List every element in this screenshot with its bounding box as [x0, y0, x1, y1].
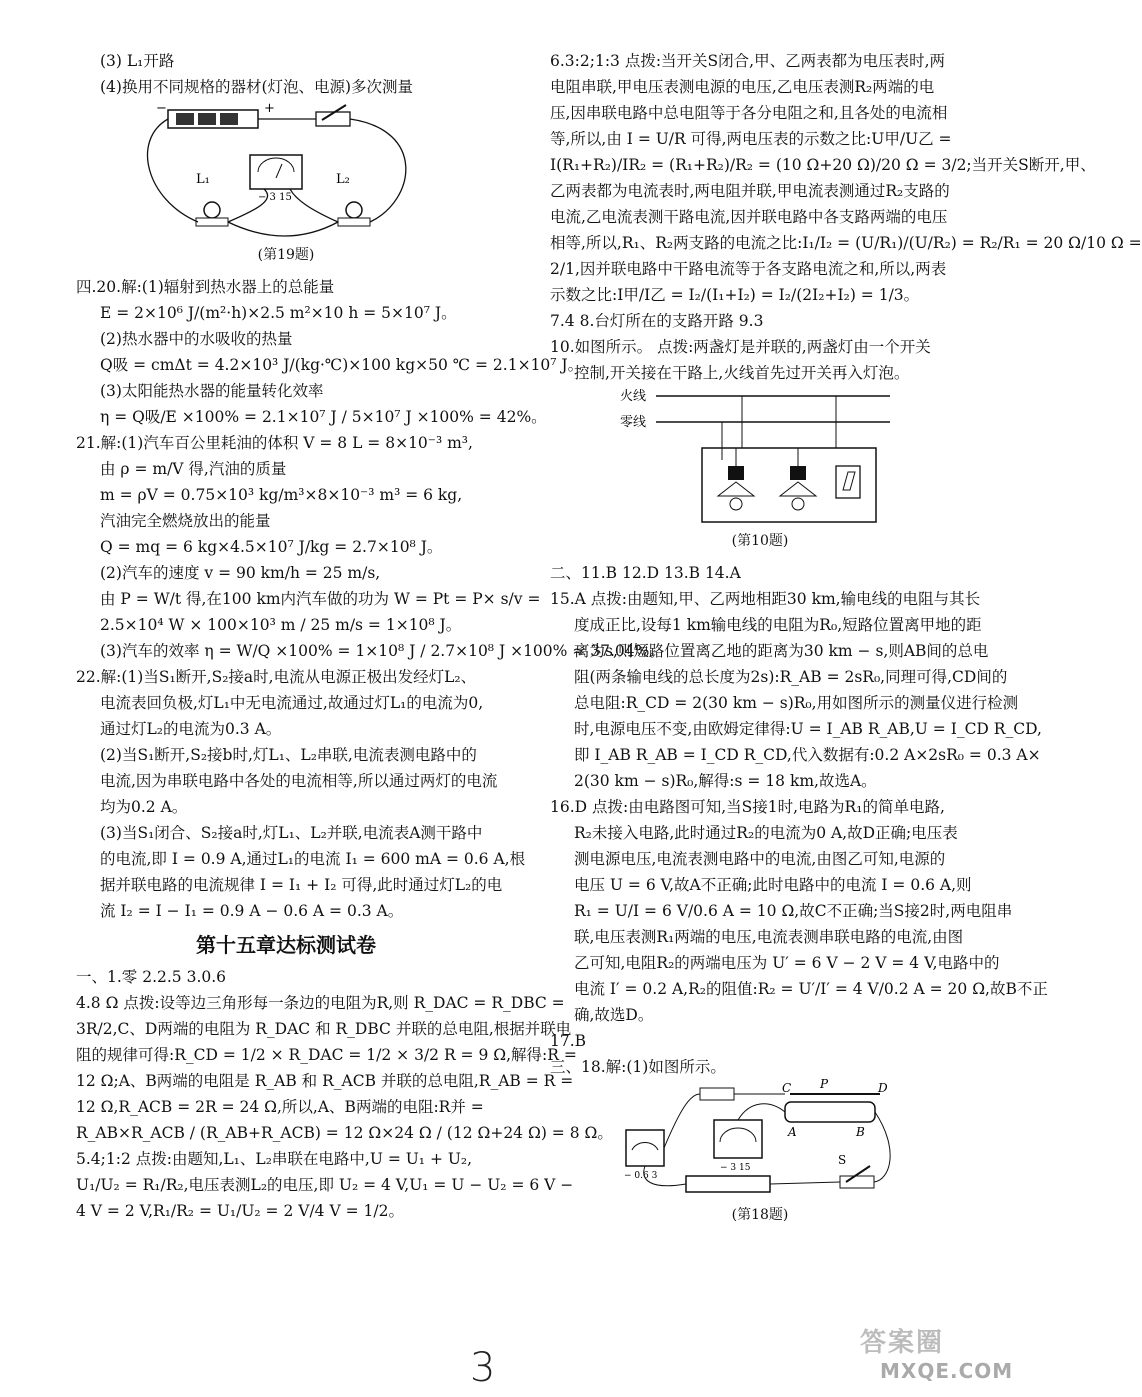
fig18-p: P: [820, 1077, 829, 1091]
fig18-s: S: [838, 1153, 847, 1167]
q15-line-3: 离为s,则短路位置离乙地的距离为30 km − s,则AB间的总电: [574, 642, 989, 660]
q11-14-answers: 二、11.B 12.D 13.B 14.A: [550, 564, 741, 582]
q21-line-8: 2.5×10⁴ W × 100×10³ m / 25 m/s = 1×10⁸ J。: [100, 616, 462, 634]
q6-line-9: 2/1,因并联电路中干路电流等于各支路电流之和,所以,两表: [550, 260, 947, 278]
q16-line-6: 联,电压表测R₁两端的电压,电流表测串联电路的电流,由图: [574, 928, 964, 946]
q21-line-7: 由 P = W/t 得,在100 km内汽车做的功为 W = Pt = P× s/v =: [100, 590, 541, 608]
ammeter-icon: [626, 1130, 664, 1166]
battery-icon: [686, 1176, 770, 1192]
q19-item-3: (3) L₁开路: [100, 52, 175, 70]
q20-line-3: (2)热水器中的水吸收的热量: [100, 330, 293, 348]
fig10-neutral-label: 零线: [620, 415, 647, 430]
q22-line-6: 均为0.2 A。: [100, 798, 188, 816]
q1-3-answers: 一、1.零 2.2.5 3.0.6: [76, 968, 227, 986]
fig18-scale2: − 3 15: [720, 1163, 751, 1173]
q22-line-7: (3)当S₁闭合、S₂接a时,灯L₁、L₂并联,电流表A测干路中: [100, 824, 483, 842]
watermark: [860, 1322, 1014, 1392]
q22-line-8: 的电流,即 I = 0.9 A,通过L₁的电流 I₁ = 600 mA = 0.6 A,根: [100, 850, 526, 868]
q4-line-2: 3R/2,C、D两端的电阻为 R_DAC 和 R_DBC 并联的总电阻,根据并联电: [76, 1020, 572, 1038]
figure-10-wiring: [610, 386, 910, 526]
q6-line-10: 示数之比:I甲/I乙 = I₂/(I₁+I₂) = I₂/(2I₂+I₂) = 1/3。: [550, 286, 920, 304]
q15-line-8: 2(30 km − s)R₀,解得:s = 18 km,故选A。: [574, 772, 877, 790]
q4-line-3: 阻的规律可得:R_CD = 1/2 × R_DAC = 1/2 × 3/2 R = 9 Ω,解得:R =: [76, 1046, 577, 1064]
bulb-l2-icon: [346, 202, 362, 218]
q10-line-1: 10.如图所示。 点拨:两盏灯是并联的,两盏灯由一个开关: [550, 338, 931, 356]
q4-line-5: 12 Ω,R_ACB = 2R = 24 Ω,所以,A、B两端的电阻:R并 =: [76, 1098, 484, 1116]
q22-line-1: 22.解:(1)当S₁断开,S₂接a时,电流从电源正极出发经灯L₂、: [76, 668, 477, 686]
q6-line-1: 6.3:2;1:3 点拨:当开关S闭合,甲、乙两表都为电压表时,两: [550, 52, 946, 70]
fig18-c: C: [782, 1081, 792, 1095]
q17-answer: 17.B: [550, 1032, 587, 1050]
q10-line-2: 控制,开关接在干路上,火线首先过开关再入灯泡。: [574, 364, 910, 382]
watermark-bottom: MXQE.COM: [880, 1359, 1014, 1383]
bulb-l1-icon: [204, 202, 220, 218]
q5-line-1: 5.4;1:2 点拨:由题知,L₁、L₂串联在电路中,U = U₁ + U₂,: [76, 1150, 473, 1168]
q21-line-5: Q = mq = 6 kg×4.5×10⁷ J/kg = 2.7×10⁸ J。: [100, 538, 443, 556]
q4-line-4: 12 Ω;A、B两端的电阻是 R_AB 和 R_ACB 并联的总电阻,R_AB = R =: [76, 1072, 574, 1090]
q15-line-7: 即 I_AB R_AB = I_CD R_CD,代入数据有:0.2 A×2sR₀ = 0.3 A×: [574, 746, 1041, 764]
q21-line-3: m = ρV = 0.75×10³ kg/m³×8×10⁻³ m³ = 6 kg,: [100, 486, 463, 504]
fig19-l1: L₁: [196, 172, 210, 187]
q20-line-4: Q吸 = cmΔt = 4.2×10³ J/(kg·℃)×100 kg×50 ℃ = 2.1×10⁷ J。: [100, 356, 584, 374]
q6-line-4: 等,所以,由 I = U/R 可得,两电压表的示数之比:U甲/U乙 =: [550, 130, 952, 148]
chapter-title: 第十五章达标测试卷: [196, 933, 376, 957]
q20-line-1: 四.20.解:(1)辐射到热水器上的总能量: [76, 278, 335, 296]
lamp-2-holder: [790, 466, 806, 480]
q21-line-9: (3)汽车的效率 η = W/Q ×100% = 1×10⁸ J / 2.7×10⁸ J ×100% ≈ 37.04%。: [100, 642, 665, 660]
voltmeter-icon: [250, 155, 302, 189]
fig18-caption: (第18题): [731, 1207, 789, 1223]
lamp-1-holder: [728, 466, 744, 480]
q6-line-3: 压,因串联电路中总电阻等于各分电阻之和,且各处的电流相: [550, 104, 948, 122]
fig19-l2: L₂: [336, 172, 350, 187]
q16-line-7: 乙可知,电阻R₂的两端电压为 U′ = 6 V − 2 V = 4 V,电路中的: [574, 954, 1000, 972]
q15-line-4: 阻(两条输电线的总长度为2s):R_AB = 2sR₀,同理可得,CD间的: [574, 668, 1008, 686]
fig10-caption: (第10题): [731, 533, 789, 549]
q21-line-6: (2)汽车的速度 v = 90 km/h = 25 m/s,: [100, 564, 381, 582]
voltmeter-icon: [714, 1120, 762, 1158]
q15-line-5: 总电阻:R_CD = 2(30 km − s)R₀,用如图所示的测量仪进行检测: [574, 694, 1019, 712]
q16-line-5: R₁ = U/I = 6 V/0.6 A = 10 Ω,故C不正确;当S接2时,两电阻串: [574, 902, 1013, 920]
q7-9-answers: 7.4 8.台灯所在的支路开路 9.3: [550, 312, 764, 330]
q16-line-2: R₂未接入电路,此时通过R₂的电流为0 A,故D正确;电压表: [574, 824, 958, 842]
q21-line-4: 汽油完全燃烧放出的能量: [100, 512, 271, 530]
q21-line-1: 21.解:(1)汽车百公里耗油的体积 V = 8 L = 8×10⁻³ m³,: [76, 434, 473, 452]
q22-line-3: 通过灯L₂的电流为0.3 A。: [100, 720, 282, 738]
q18-line-1: 三、18.解:(1)如图所示。: [550, 1058, 726, 1076]
q15-line-6: 时,电源电压不变,由欧姆定律得:U = I_AB R_AB,U = I_CD R_CD,: [574, 720, 1042, 738]
q22-line-5: 电流,因为串联电路中各处的电流相等,所以通过两灯的电流: [100, 772, 498, 790]
q15-line-2: 度成正比,设每1 km输电线的电阻为R₀,短路位置离甲地的距: [574, 616, 982, 634]
fig19-caption: (第19题): [257, 247, 315, 263]
watermark-top: 答案圈: [860, 1328, 945, 1358]
q20-line-6: η = Q吸/E ×100% = 2.1×10⁷ J / 5×10⁷ J ×100% = 42%。: [100, 408, 547, 426]
fig10-live-label: 火线: [620, 389, 647, 404]
q6-line-2: 电阻串联,甲电压表测电源的电压,乙电压表测R₂两端的电: [550, 78, 935, 96]
q16-line-8: 电流 I′ = 0.2 A,R₂的阻值:R₂ = U′/I′ = 4 V/0.2 A = 20 Ω,故B不正: [574, 980, 1048, 998]
q15-line-1: 15.A 点拨:由题知,甲、乙两地相距30 km,输电线的电阻与其长: [550, 590, 981, 608]
q20-line-5: (3)太阳能热水器的能量转化效率: [100, 382, 324, 400]
fig19-scale: − 3 15: [258, 192, 292, 203]
page-number: 3: [470, 1345, 496, 1391]
fig18-d: D: [878, 1081, 888, 1095]
fig18-a: A: [788, 1125, 797, 1139]
q21-line-2: 由 ρ = m/V 得,汽油的质量: [100, 460, 287, 478]
rheostat-icon: [785, 1102, 875, 1122]
q22-line-2: 电流表回负极,灯L₁中无电流通过,故通过灯L₁的电流为0,: [100, 694, 484, 712]
lamp-2-icon: [780, 482, 816, 496]
q6-line-6: 乙两表都为电流表时,两电阻并联,甲电流表测通过R₂支路的: [550, 182, 950, 200]
q6-line-8: 相等,所以,R₁、R₂两支路的电流之比:I₁/I₂ = (U/R₁)/(U/R₂) = R₂/R₁ = 20 Ω/10 Ω =: [550, 234, 1142, 252]
q16-line-4: 电压 U = 6 V,故A不正确;此时电路中的电流 I = 0.6 A,则: [574, 876, 972, 894]
q22-line-4: (2)当S₁断开,S₂接b时,灯L₁、L₂串联,电流表测电路中的: [100, 746, 477, 764]
q6-line-7: 电流,乙电流表测干路电流,因并联电路中各支路两端的电压: [550, 208, 948, 226]
q19-item-4: (4)换用不同规格的器材(灯泡、电源)多次测量: [100, 78, 414, 96]
q16-line-1: 16.D 点拨:由电路图可知,当S接1时,电路为R₁的简单电路,: [550, 798, 945, 816]
q6-line-5: I(R₁+R₂)/IR₂ = (R₁+R₂)/R₂ = (10 Ω+20 Ω)/20 Ω = 3/2;当开关S断开,甲、: [550, 156, 1096, 174]
q5-line-2: U₁/U₂ = R₁/R₂,电压表测L₂的电压,即 U₂ = 4 V,U₁ = U − U₂ = 6 V −: [76, 1176, 574, 1194]
fig19-minus: −: [156, 101, 167, 116]
q4-line-6: R_AB×R_ACB / (R_AB+R_ACB) = 12 Ω×24 Ω / (12 Ω+24 Ω) = 8 Ω。: [76, 1124, 613, 1142]
fig19-plus: +: [264, 101, 275, 116]
q4-line-1: 4.8 Ω 点拨:设等边三角形每一条边的电阻为R,则 R_DAC = R_DBC =: [76, 994, 565, 1012]
fig18-b: B: [856, 1125, 865, 1139]
figure-18-circuit: [610, 1077, 910, 1200]
q16-line-3: 测电源电压,电流表测电路中的电流,由图乙可知,电源的: [574, 850, 946, 868]
q16-line-9: 确,故选D。: [574, 1006, 654, 1024]
q20-line-2: E = 2×10⁶ J/(m²·h)×2.5 m²×10 h = 5×10⁷ J。: [100, 304, 457, 322]
fig18-scale1: − 0.6 3: [624, 1171, 658, 1181]
q22-line-10: 流 I₂ = I − I₁ = 0.9 A − 0.6 A = 0.3 A。: [100, 902, 404, 920]
right-column: [550, 48, 1142, 1234]
switch-icon: [840, 1176, 874, 1188]
lamp-1-icon: [718, 482, 754, 496]
q22-line-9: 据并联电路的电流规律 I = I₁ + I₂ 可得,此时通过灯L₂的电: [100, 876, 503, 894]
resistor-icon: [700, 1088, 734, 1100]
figure-19-circuit: [126, 100, 446, 240]
q5-line-3: 4 V = 2 V,R₁/R₂ = U₁/U₂ = 2 V/4 V = 1/2。: [76, 1202, 404, 1220]
